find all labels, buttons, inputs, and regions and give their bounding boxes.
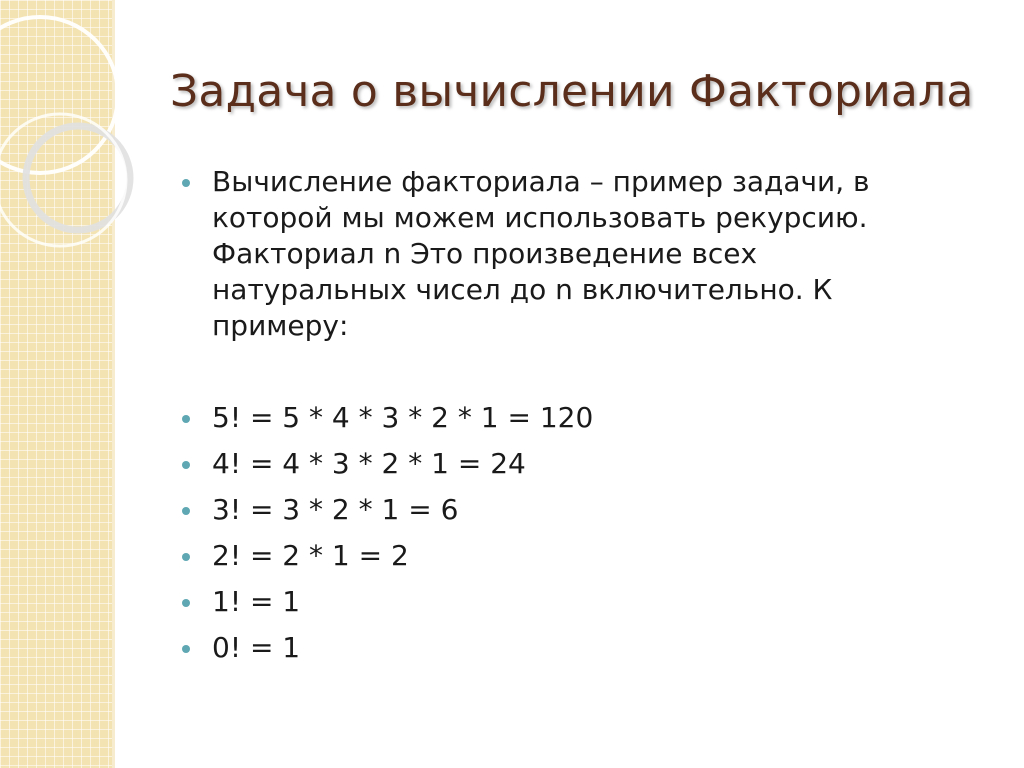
factorial-example bbox=[182, 584, 982, 620]
bullet-dot-icon bbox=[182, 645, 190, 653]
factorial-example-text: 0! = 1 bbox=[212, 631, 301, 664]
bullet-dot-icon bbox=[182, 179, 190, 187]
factorial-example bbox=[182, 630, 982, 666]
factorial-example-text: 2! = 2 * 1 = 2 bbox=[212, 539, 409, 572]
bullet-dot-icon bbox=[182, 599, 190, 607]
bullet-dot-icon bbox=[182, 461, 190, 469]
intro-bullet bbox=[182, 164, 952, 344]
factorial-example bbox=[182, 538, 982, 574]
slide-title: Задача о вычислении Факториала bbox=[170, 66, 974, 117]
intro-text: Вычисление факториала – пример задачи, в которой мы можем использовать рекурсию. Факториал n Это произведение всех натуральных чисел до n включительно. К примеру: bbox=[212, 165, 870, 342]
factorial-example bbox=[182, 492, 982, 528]
factorial-example-text: 4! = 4 * 3 * 2 * 1 = 24 bbox=[212, 447, 526, 480]
bullet-list bbox=[182, 164, 982, 676]
factorial-example-text: 5! = 5 * 4 * 3 * 2 * 1 = 120 bbox=[212, 401, 594, 434]
factorial-example-text: 1! = 1 bbox=[212, 585, 301, 618]
factorial-example-text: 3! = 3 * 2 * 1 = 6 bbox=[212, 493, 459, 526]
circle-decor-icon bbox=[0, 0, 200, 320]
bullet-dot-icon bbox=[182, 553, 190, 561]
bullet-dot-icon bbox=[182, 507, 190, 515]
bullet-dot-icon bbox=[182, 415, 190, 423]
factorial-example bbox=[182, 400, 982, 436]
factorial-example bbox=[182, 446, 982, 482]
